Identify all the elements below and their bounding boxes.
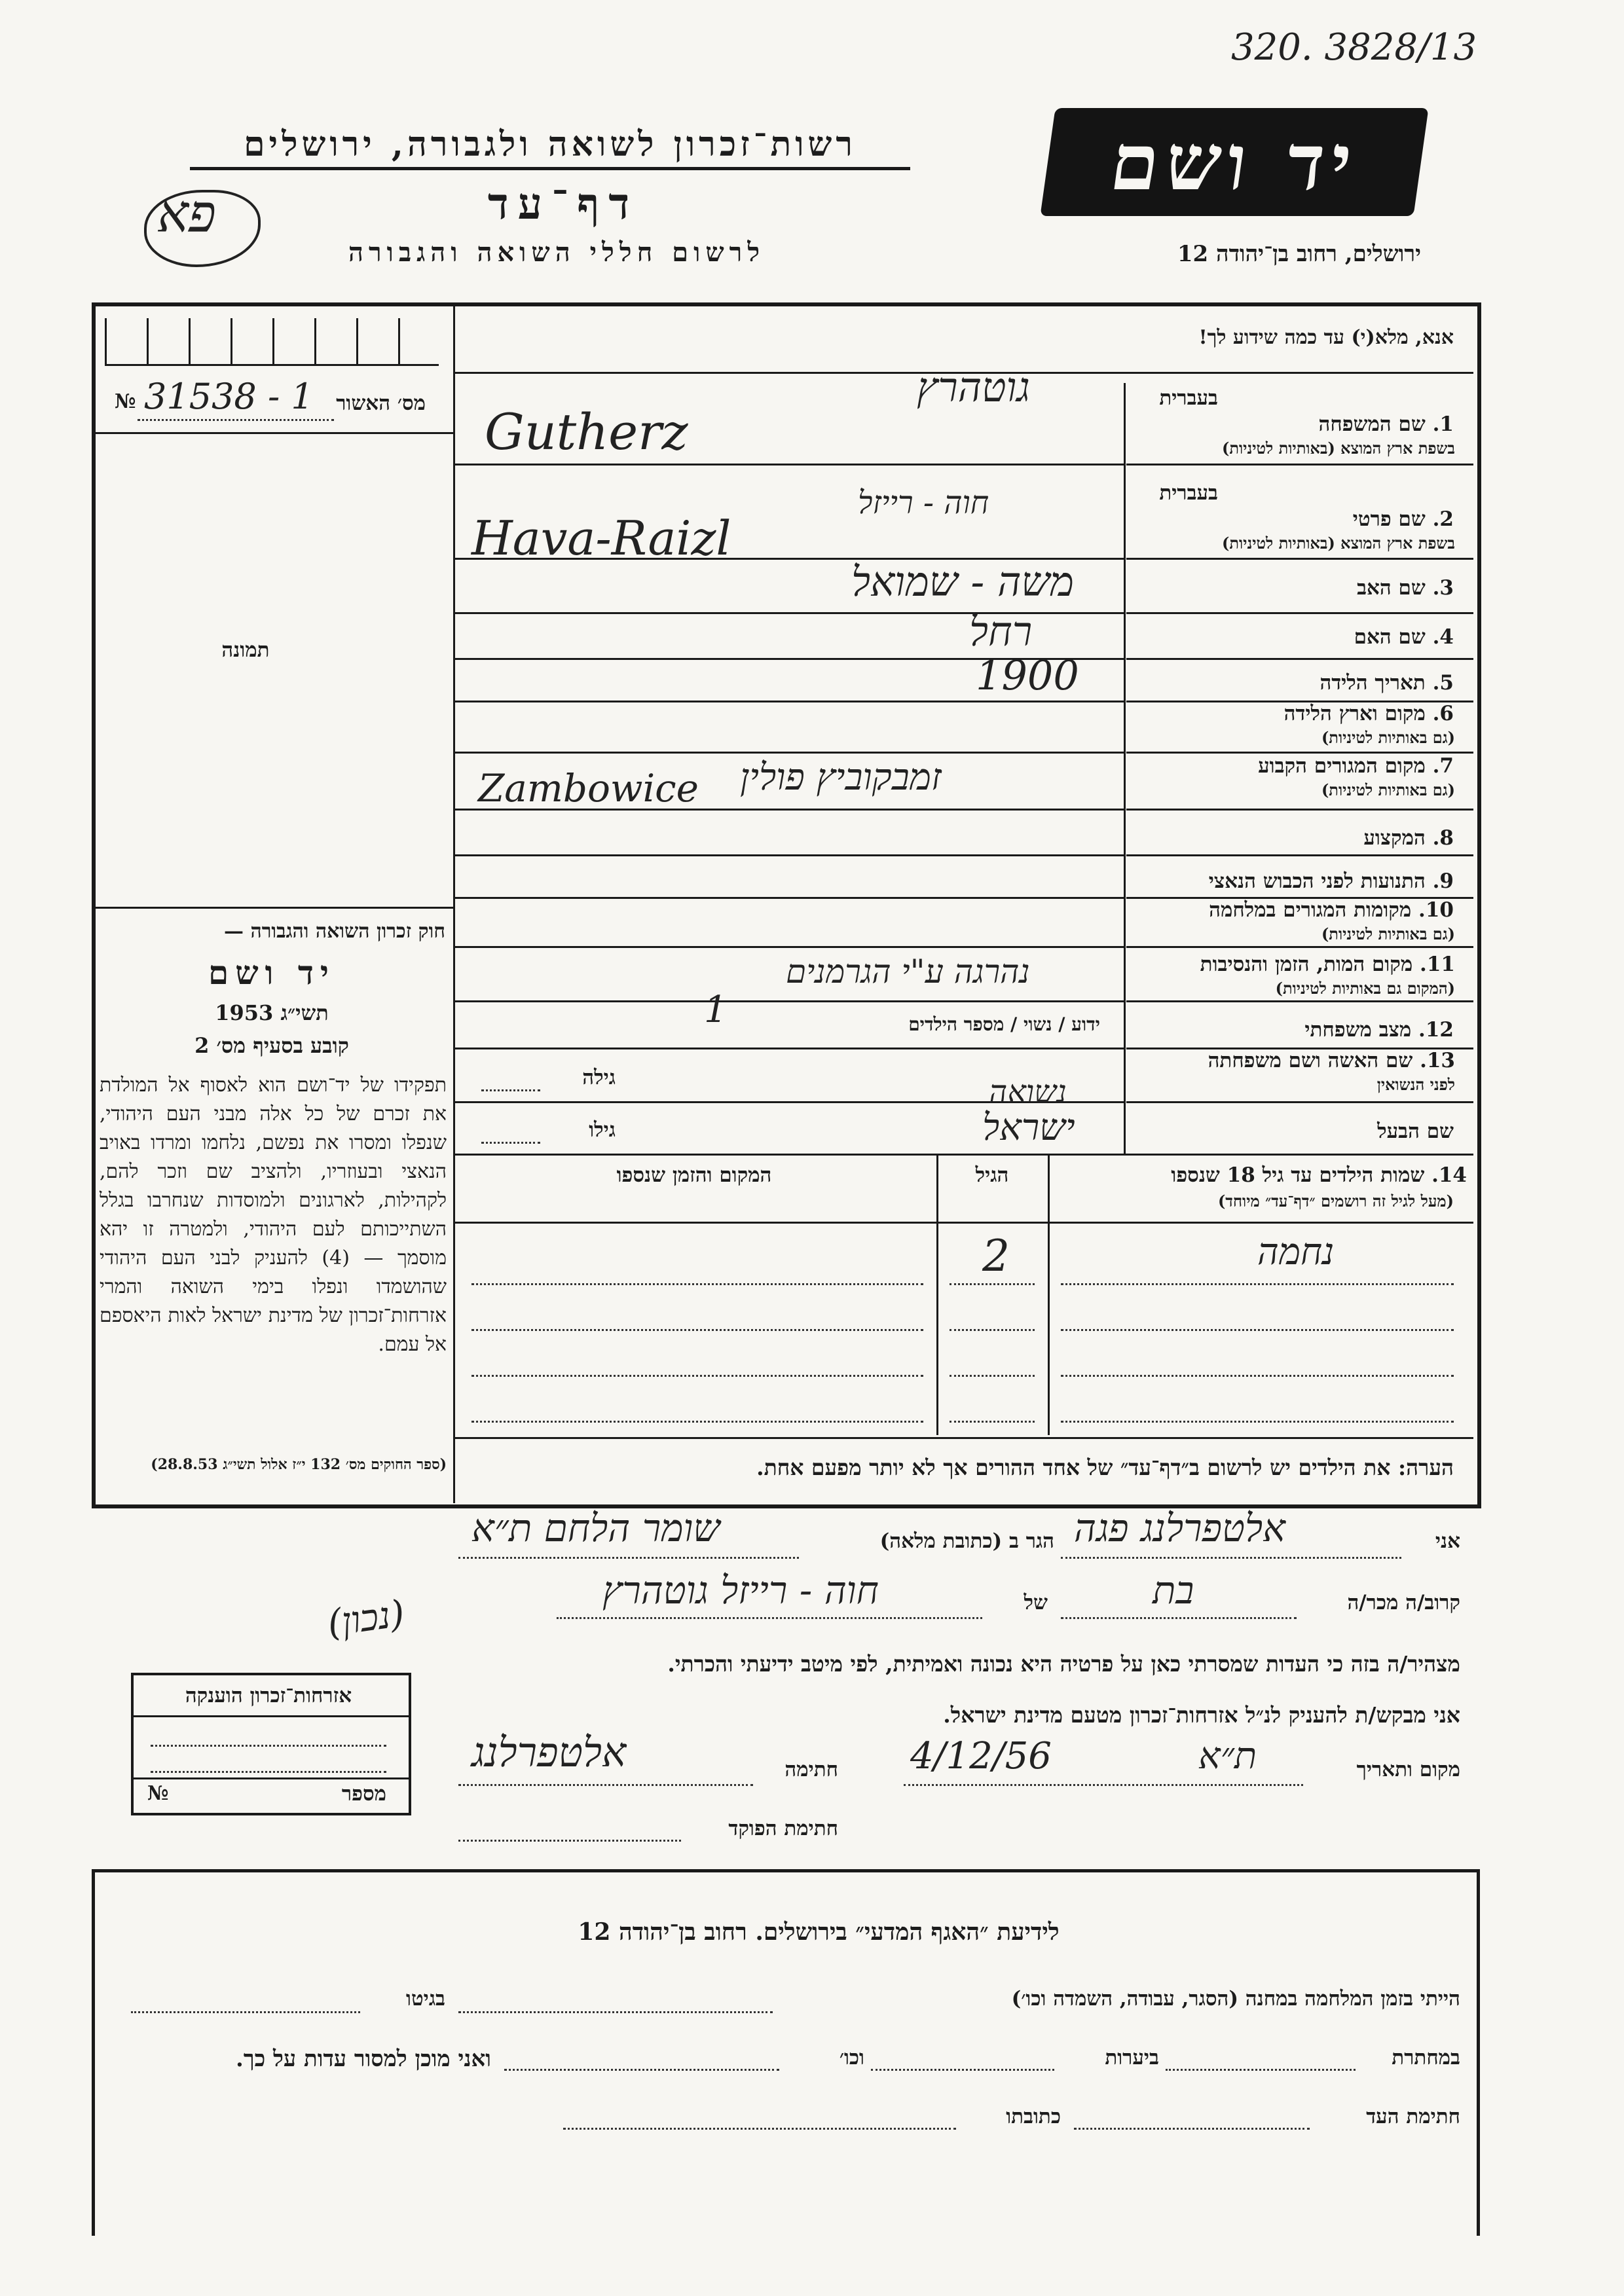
residence-latin: Zambowice: [478, 766, 699, 811]
footer-address-label: כתובתו: [1006, 2105, 1061, 2128]
field-4-label: 4. שם האם: [1354, 625, 1454, 649]
officer-signature-line: [458, 1840, 681, 1842]
signature-label: חתימה: [784, 1758, 838, 1781]
footer-etc: וכו׳: [839, 2046, 864, 2069]
field-7-sub: (גם באותיות לטיניות): [1321, 780, 1455, 799]
citizenship-line-1: [151, 1745, 386, 1747]
declarant-name-line: [1061, 1557, 1401, 1559]
request-text: אני מבקש/ת להעניק לנ״ל אזרחות־זכרון מטעם מדינת ישראל.: [943, 1702, 1460, 1728]
children-row-line-3: [1061, 1375, 1454, 1377]
children-col-age: הגיל: [975, 1163, 1009, 1187]
wife-age-line: [481, 1089, 540, 1091]
row-divider-6: [1126, 752, 1473, 754]
children-row-line-1: [1061, 1283, 1454, 1285]
footer-camp-text: הייתי בזמן המלחמה במחנה (הסגר, עבודה, השמדה וכו׳): [1011, 1987, 1460, 2011]
note-text: הערה: את הילדים יש לרשום ב״דף־עד״ של אחד ההורים אך לא יותר מפעם אחת.: [756, 1455, 1454, 1480]
citizenship-box-divider: [134, 1715, 409, 1717]
death-circumstances: נהרגה ע"י הגרמנים: [786, 953, 1030, 991]
row-divider-3: [1126, 612, 1473, 614]
certificate-number: 31538 - 1: [144, 376, 314, 417]
marital-status: נשואה: [989, 1074, 1067, 1110]
children-title: 14. שמות הילדים עד גיל 18 שנספו: [1171, 1163, 1467, 1187]
value-line-1: [455, 464, 1124, 465]
given-name-hebrew: חוה - רייזל: [858, 484, 989, 521]
field-11-label: 11. מקום המות, הזמן והנסיבות: [1200, 953, 1455, 976]
row-divider-1: [1126, 464, 1473, 465]
child-name: נחמה: [1257, 1231, 1335, 1273]
footer-forests: ביערות: [1105, 2046, 1159, 2069]
field-1-label: 1. שם המשפחה: [1318, 412, 1454, 436]
field-5-label: 5. תאריך הלידה: [1320, 671, 1454, 695]
relation-label: קרוב/ה מכר/ה: [1347, 1591, 1460, 1614]
mother-name: רחל: [969, 608, 1033, 655]
value-line-11: [455, 1000, 1124, 1002]
note-divider: [455, 1437, 1473, 1439]
hebrew-header-1: בעברית: [1159, 386, 1218, 410]
certificate-number-line: [138, 419, 334, 421]
field-8-label: 8. המקצוע: [1363, 826, 1454, 850]
photo-label: תמונה: [221, 638, 270, 662]
field-7-label: 7. מקום המגורים הקבוע: [1258, 754, 1454, 778]
field-12-label: 12. מצב משפחתי: [1304, 1018, 1454, 1042]
given-name-latin: Hava-Raizl: [471, 511, 731, 566]
wife-age-label: גילה: [582, 1066, 616, 1089]
children-header-line: [455, 1222, 1473, 1224]
law-text: תפקידו של יד־ושם הוא לאסוף אל המולדת את זכרם של כל אלה מבני העם היהודי, שנפלו ומסרו את נפשם, נלחמו ומרדו באויב הנאצי ובעוזריו, ולהציב שם וזכר להם, לקהילות, לארגונים ולמוסדות שנחרבו בגלל השתייכותם לעם היהודי, ולמטרה זו יהא מוסמך — (4) להעניק לבני העם היהודי שהושמדו ונפלו בימי השואה והמרי אזרחות־זכרון של מדינת ישראל לאות היאספם אל עמם.: [100, 1074, 447, 1356]
footer-witness-signature: חתימת העד: [1366, 2105, 1460, 2128]
value-line-9: [455, 897, 1124, 899]
footer-ghetto: בגיטו: [406, 1987, 445, 2011]
place-value: ת״א: [1198, 1735, 1257, 1777]
margin-note: (נכון): [325, 1592, 407, 1645]
label-column-divider: [1124, 383, 1126, 1154]
children-age-line-2: [950, 1329, 1035, 1331]
archive-number: 320. 3828/13: [1231, 26, 1477, 69]
footer-divider: [92, 1869, 1480, 1872]
father-name: משה - שמואל: [851, 558, 1075, 606]
footer-left-border: [92, 1869, 95, 2236]
form-title: דף־עד: [487, 178, 639, 229]
field-1-sub: בשפת ארץ המוצא (באותיות לטיניות): [1222, 439, 1455, 458]
field-3-label: 3. שם האב: [1357, 576, 1454, 600]
husband-age-label: גילו: [589, 1118, 616, 1142]
signature-line: [458, 1784, 753, 1786]
husband-age-line: [481, 1142, 540, 1144]
children-place-line-1: [471, 1283, 923, 1285]
row-divider-11: [1126, 1000, 1473, 1002]
left-column-divider: [453, 305, 455, 1503]
officer-signature-label: חתימת הפוקד: [728, 1817, 838, 1840]
footer-testimony: ואני מוכן למסור עדות על כך.: [236, 2046, 491, 2072]
place-date-label: מקום ותאריך: [1356, 1758, 1460, 1781]
law-box-top: [94, 907, 454, 909]
footer-title: לידיעת ״האגף המדעי״ בירושלים. רחוב בן־יהודה 12: [578, 1918, 1060, 1946]
law-year: תשי״ג 1953: [215, 1000, 329, 1025]
form-subtitle: לרשום חללי השואה והגבורה: [348, 237, 766, 268]
children-age-line-3: [950, 1375, 1035, 1377]
certificate-label: מס׳ האשור: [336, 392, 426, 415]
footer-ghetto-line: [131, 2011, 360, 2013]
children-col-divider-1: [936, 1154, 938, 1435]
handwritten-mark: פא: [157, 183, 216, 244]
field-13-label: 13. שם האשה ושם משפחתה: [1208, 1049, 1455, 1072]
husband-label: שם הבעל: [1377, 1120, 1454, 1143]
field-10-sub: (גם באותיות לטיניות): [1321, 924, 1455, 943]
children-count: 1: [704, 989, 728, 1031]
relation-line: [1061, 1617, 1297, 1619]
certificate-divider: [94, 432, 454, 434]
footer-underground-line: [1166, 2069, 1356, 2071]
children-row-line-4: [1061, 1421, 1454, 1423]
certify-text: מצהיר/ה בזה כי העדות שמסרתי כאן על פרטיה היא נכונה ואמיתית, לפי מיטב ידיעתי והכרתי.: [667, 1651, 1460, 1677]
value-line-12: [455, 1048, 1124, 1049]
footer-witness-signature-line: [1074, 2128, 1310, 2130]
field-6-label: 6. מקום וארץ הלידה: [1283, 702, 1454, 725]
children-col-place: המקום והזמן שנספו: [616, 1163, 772, 1187]
children-age-line-4: [950, 1421, 1035, 1423]
logo-text: יד ושם: [1105, 117, 1364, 208]
of-label: של: [1024, 1591, 1048, 1614]
field-13-sub: לפני הנשואין: [1376, 1075, 1455, 1094]
place-date-line: [904, 1784, 1303, 1786]
row-divider-7: [1126, 809, 1473, 811]
address-line: [458, 1557, 799, 1559]
address: ירושלים, רחוב בן־יהודה 12: [1177, 241, 1421, 267]
field-9-label: 9. התנועות לפני הכבוש הנאצי: [1208, 869, 1454, 893]
footer-forests-line: [871, 2069, 1054, 2071]
field-2-label: 2. שם פרטי: [1352, 507, 1454, 531]
certificate-ticks: [105, 318, 439, 366]
value-line-6: [455, 752, 1124, 754]
footer-camp-line: [458, 2011, 773, 2013]
value-line-10: [455, 946, 1124, 948]
husband-name: ישראל: [982, 1106, 1075, 1149]
mark-scribble: [144, 190, 261, 267]
date-value: 4/12/56: [910, 1735, 1052, 1777]
children-place-line-2: [471, 1329, 923, 1331]
residing-label: הגר ב (כתובת מלאה): [879, 1529, 1054, 1553]
value-line-5: [455, 701, 1124, 702]
surname-latin: Gutherz: [485, 403, 688, 461]
row-divider-8: [1126, 854, 1473, 856]
row-divider-2: [1126, 558, 1473, 560]
certificate-prefix: №: [115, 390, 136, 413]
law-title: חוק זכרון השואה והגבורה —: [224, 920, 445, 943]
row-divider-10: [1126, 946, 1473, 948]
signature-value: אלטפרלנג: [471, 1728, 627, 1776]
declaration-ani: אני: [1435, 1529, 1460, 1553]
value-line-14: [455, 1154, 1473, 1156]
relation-value: בת: [1153, 1568, 1194, 1613]
children-subtitle: (מעל לגיל זה רושמים ״דף־עד״ מיוחד): [1217, 1192, 1454, 1211]
law-section: קובע בסעיף מס׳ 2: [194, 1033, 349, 1058]
citizenship-number-divider: [134, 1777, 409, 1779]
children-age-line-1: [950, 1283, 1035, 1285]
residence-hebrew: זמבקוביץ פולין: [740, 756, 942, 799]
children-place-line-4: [471, 1421, 923, 1423]
deceased-line: [557, 1617, 982, 1619]
child-age: 2: [982, 1231, 1010, 1281]
citizenship-number-prefix: №: [147, 1782, 169, 1805]
citizenship-box-title: אזרחות־זכרון הוענקה: [185, 1684, 352, 1707]
birth-date: 1900: [976, 651, 1079, 699]
footer-address-line: [563, 2128, 956, 2130]
footer-underground: במחתרת: [1392, 2046, 1460, 2069]
yad-vashem-logo: [1040, 108, 1428, 216]
footer-right-border: [1477, 1869, 1480, 2236]
value-line-8: [455, 854, 1124, 856]
citizenship-number-label: מספר: [341, 1782, 386, 1806]
children-col-divider-2: [1048, 1154, 1050, 1435]
law-name: יד ושם: [208, 953, 335, 992]
field-10-label: 10. מקומות המגורים במלחמה: [1209, 898, 1454, 922]
law-source: (ספר החוקים מס׳ 132 י״ז אלול תשי״ג 28.8.53): [151, 1456, 447, 1473]
row-divider-13: [1126, 1101, 1473, 1103]
children-place-line-3: [471, 1375, 923, 1377]
children-row-line-2: [1061, 1329, 1454, 1331]
instruction-text: אנא, מלא(י) עד כמה שידוע לך!: [1198, 326, 1454, 349]
declarant-address: שומר הלחם ת״א: [471, 1506, 720, 1550]
citizenship-line-2: [151, 1771, 386, 1773]
row-divider-4: [1126, 658, 1473, 660]
field-11-sub: (המקום גם באותיות לטיניות): [1275, 979, 1455, 998]
footer-etc-line: [504, 2069, 779, 2071]
hebrew-header-2: בעברית: [1159, 481, 1218, 505]
organization-name: רשות־זכרון לשואה ולגבורה, ירושלים: [190, 124, 910, 170]
surname-hebrew: גוטהרץ: [917, 363, 1030, 411]
declarant-name: אלטפרלנג פגה: [1074, 1506, 1285, 1550]
field-2-sub: בשפת ארץ המוצא (באותיות לטיניות): [1222, 534, 1455, 553]
deceased-name: חוה - רייזל גוטהרץ: [602, 1568, 879, 1613]
field-6-sub: (גם באותיות לטיניות): [1321, 728, 1455, 747]
marital-options: ידוע / נשוי / מספר הילדים: [908, 1013, 1100, 1035]
